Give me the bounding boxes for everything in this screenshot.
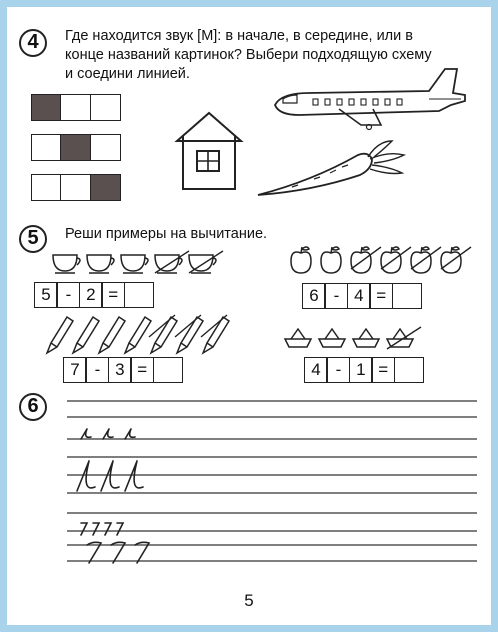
page-number: 5 — [244, 591, 254, 610]
cup-icon — [53, 255, 80, 273]
scheme-cell — [91, 135, 120, 160]
answer-box[interactable] — [394, 357, 424, 383]
scheme-cell — [61, 135, 90, 160]
equals-sign: = — [101, 282, 125, 308]
subtrahend: 3 — [108, 357, 132, 383]
minuend: 7 — [63, 357, 87, 383]
scheme-cell — [91, 95, 120, 120]
scheme-cell — [91, 175, 120, 200]
minus-sign: - — [56, 282, 80, 308]
cross-out-line — [149, 315, 175, 337]
apples-picture-group — [289, 245, 469, 279]
answer-box[interactable] — [153, 357, 183, 383]
answer-box[interactable] — [124, 282, 154, 308]
pencil-icon — [201, 315, 229, 353]
task-5-number: 5 — [19, 225, 47, 253]
apple-icon — [381, 247, 411, 273]
apple-icon — [411, 247, 441, 273]
subtraction-example-1 — [34, 282, 152, 308]
subtrahend: 4 — [347, 283, 371, 309]
apple-icon — [441, 247, 471, 273]
airplane-picture[interactable] — [269, 63, 479, 133]
cups-picture-group — [51, 249, 231, 279]
sound-scheme-end[interactable] — [31, 174, 121, 201]
cross-out-line — [387, 327, 421, 349]
apple-icon — [351, 247, 381, 273]
scheme-cell — [61, 95, 90, 120]
subtraction-example-4 — [304, 357, 422, 383]
equals-sign: = — [130, 357, 154, 383]
scheme-cell — [32, 95, 61, 120]
paper-boat-icon — [285, 329, 311, 347]
pencil-icon — [73, 317, 99, 353]
apple-icon — [321, 247, 341, 273]
equals-sign: = — [369, 283, 393, 309]
pencil-icon — [125, 317, 151, 353]
subtrahend: 1 — [349, 357, 373, 383]
scheme-cell — [32, 135, 61, 160]
worksheet-page — [7, 7, 491, 625]
task-5-text: Реши примеры на вычитание. — [65, 226, 268, 242]
cup-icon — [189, 251, 223, 273]
cup-icon — [121, 255, 148, 273]
task-4-text-line-3: и соедини линией. — [65, 66, 190, 82]
pencils-picture-group — [43, 313, 243, 357]
cup-icon — [87, 255, 114, 273]
subtrahend: 2 — [79, 282, 103, 308]
house-picture[interactable] — [169, 107, 249, 197]
minus-sign: - — [324, 283, 348, 309]
task-4-text-line-2: конце названий картинок? Выбери подходящую схему — [65, 47, 432, 63]
carrot-picture[interactable] — [252, 135, 412, 200]
minuend: 4 — [304, 357, 328, 383]
pencil-icon — [175, 315, 203, 353]
cross-out-line — [201, 315, 227, 337]
paper-boat-icon — [353, 329, 379, 347]
sound-scheme-middle[interactable] — [31, 134, 121, 161]
apple-icon — [291, 247, 311, 273]
paper-boats-picture-group — [283, 325, 463, 351]
paper-boat-icon — [387, 327, 421, 349]
scheme-cell — [32, 175, 61, 200]
minus-sign: - — [326, 357, 350, 383]
sound-scheme-start[interactable] — [31, 94, 121, 121]
minus-sign: - — [85, 357, 109, 383]
cup-icon — [155, 251, 189, 273]
task-6-number: 6 — [19, 393, 47, 421]
equals-sign: = — [371, 357, 395, 383]
pencil-icon — [149, 315, 177, 353]
task-4-text-line-1: Где находится звук [М]: в начале, в середине, или в — [65, 28, 413, 44]
subtraction-example-2 — [302, 283, 420, 309]
subtraction-example-3 — [63, 357, 181, 383]
pencil-icon — [99, 317, 125, 353]
handwriting-lines[interactable] — [67, 395, 477, 565]
scheme-cell — [61, 175, 90, 200]
pencil-icon — [47, 317, 73, 353]
paper-boat-icon — [319, 329, 345, 347]
answer-box[interactable] — [392, 283, 422, 309]
cross-out-line — [175, 315, 201, 337]
minuend: 5 — [34, 282, 58, 308]
minuend: 6 — [302, 283, 326, 309]
task-4-number: 4 — [19, 29, 47, 57]
